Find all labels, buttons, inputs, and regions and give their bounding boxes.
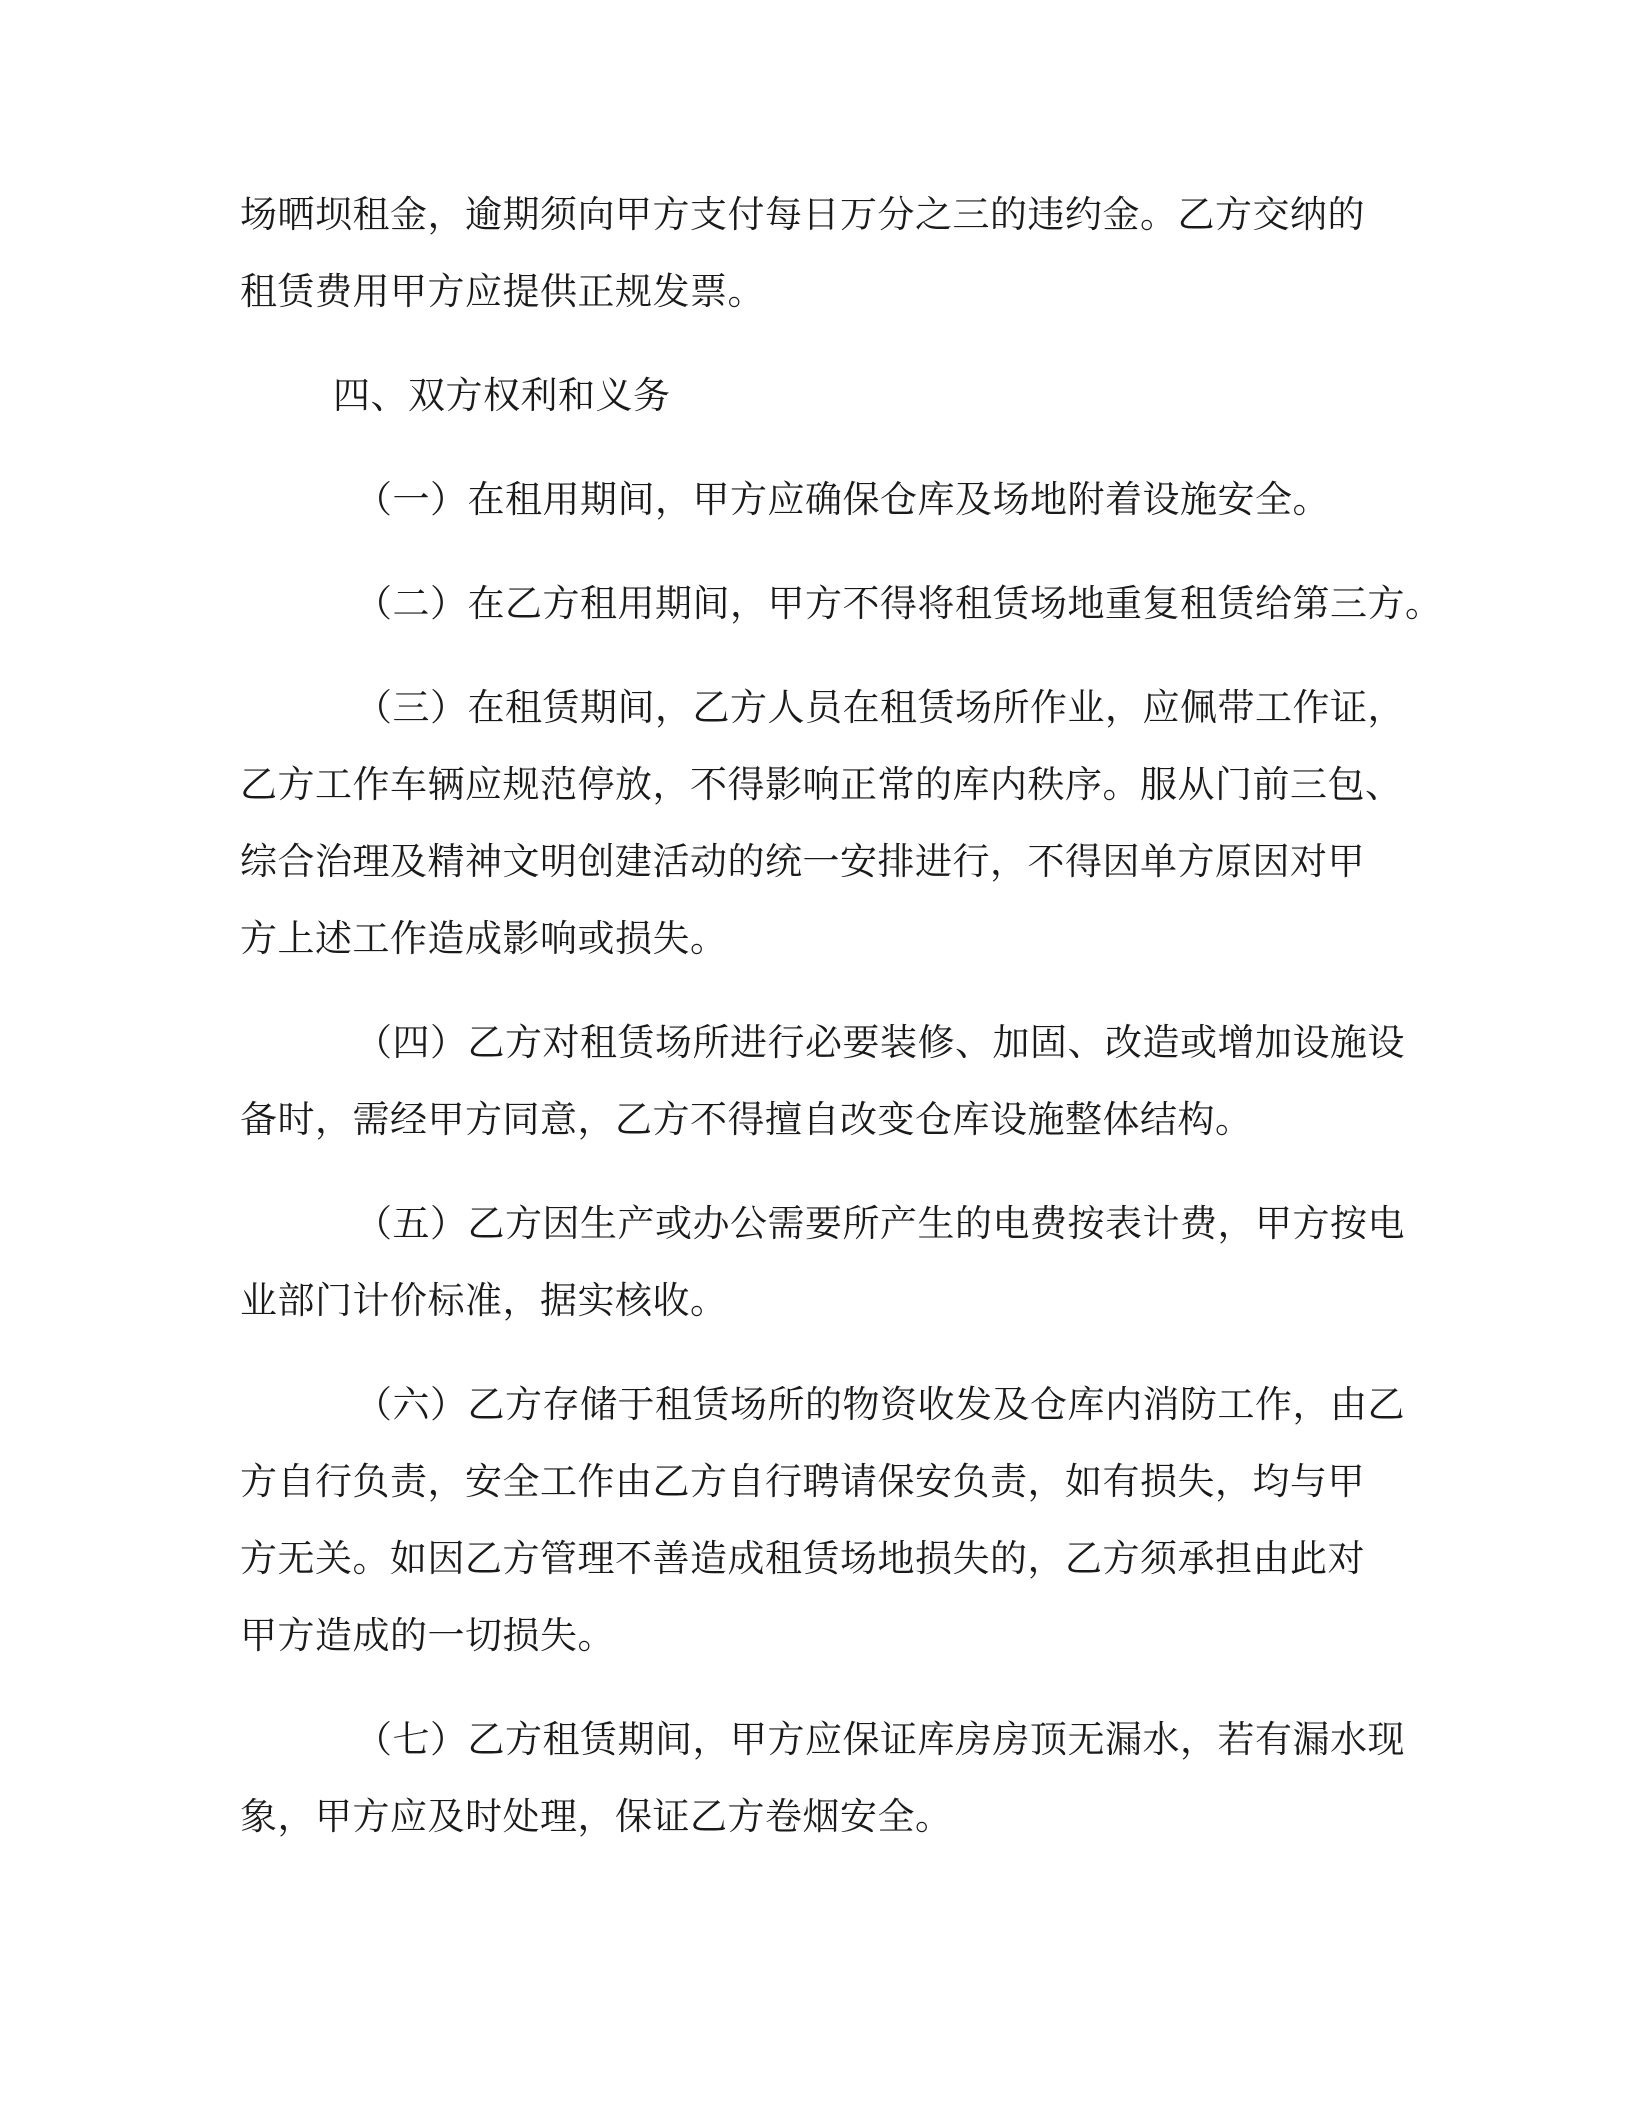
clause-4-line-2: 备时，需经甲方同意，乙方不得擅自改变仓库设施整体结构。 — [240, 1098, 1253, 1141]
clause-1-line-1: （一）在租用期间，甲方应确保仓库及场地附着设施安全。 — [355, 478, 1330, 521]
clause-3-line-1: （三）在租赁期间，乙方人员在租赁场所作业，应佩带工作证， — [355, 686, 1405, 729]
section-heading: 四、双方权利和义务 — [333, 374, 671, 417]
clause-3-line-3: 综合治理及精神文明创建活动的统一安排进行，不得因单方原因对甲 — [240, 840, 1365, 883]
clause-7-line-1: （七）乙方租赁期间，甲方应保证库房房顶无漏水，若有漏水现 — [355, 1718, 1405, 1761]
clause-5-line-2: 业部门计价标准，据实核收。 — [240, 1279, 728, 1322]
clause-6-line-4: 甲方造成的一切损失。 — [240, 1614, 615, 1657]
clause-6-line-1: （六）乙方存储于租赁场所的物资收发及仓库内消防工作，由乙 — [355, 1383, 1405, 1426]
clause-2-line-1: （二）在乙方租用期间，甲方不得将租赁场地重复租赁给第三方。 — [355, 582, 1443, 625]
clause-6-line-2: 方自行负责，安全工作由乙方自行聘请保安负责，如有损失，均与甲 — [240, 1460, 1365, 1503]
clause-6-line-3: 方无关。如因乙方管理不善造成租赁场地损失的，乙方须承担由此对 — [240, 1537, 1365, 1580]
clause-5-line-1: （五）乙方因生产或办公需要所产生的电费按表计费，甲方按电 — [355, 1202, 1405, 1245]
clause-3-line-4: 方上述工作造成影响或损失。 — [240, 917, 728, 960]
clause-3-line-2: 乙方工作车辆应规范停放，不得影响正常的库内秩序。服从门前三包、 — [240, 763, 1403, 806]
intro-line-1: 场晒坝租金，逾期须向甲方支付每日万分之三的违约金。乙方交纳的 — [240, 193, 1365, 236]
intro-line-2: 租赁费用甲方应提供正规发票。 — [240, 270, 765, 313]
clause-7-line-2: 象，甲方应及时处理，保证乙方卷烟安全。 — [240, 1795, 953, 1838]
clause-4-line-1: （四）乙方对租赁场所进行必要装修、加固、改造或增加设施设 — [355, 1021, 1405, 1064]
